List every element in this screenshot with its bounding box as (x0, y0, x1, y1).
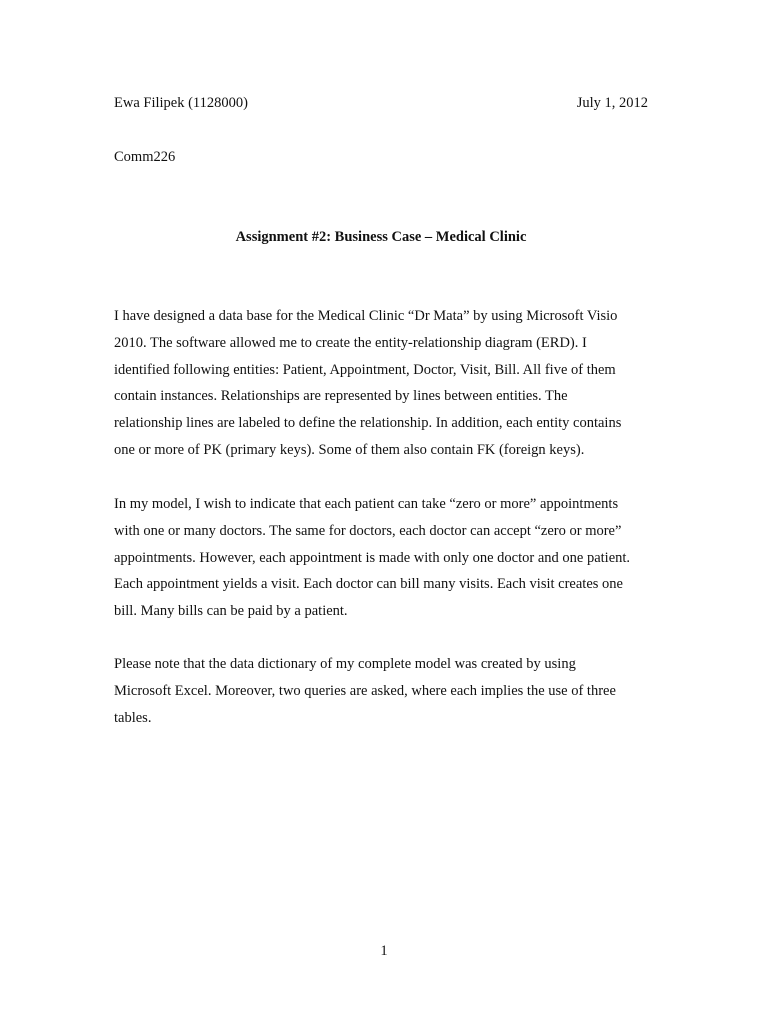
paragraph-note (114, 651, 654, 731)
document-date: July 1, 2012 (576, 95, 648, 111)
paragraph-line: relationship lines are labeled to define the relationship. In addition, each entity contains (114, 415, 622, 432)
paragraph-line: identified following entities: Patient, Appointment, Doctor, Visit, Bill. All five of them (114, 361, 616, 378)
paragraph-intro (114, 303, 654, 464)
paragraph-line: with one or many doctors. The same for doctors, each doctor can accept “zero or more” (114, 522, 622, 539)
paragraph-line: Please note that the data dictionary of my complete model was created by using (114, 656, 576, 672)
assignment-title: Assignment #2: Business Case – Medical Clinic (235, 229, 527, 245)
paragraph-line: Each appointment yields a visit. Each doctor can bill many visits. Each visit creates one (114, 576, 623, 593)
paragraph-line: appointments. However, each appointment is made with only one doctor and one patient. (114, 549, 631, 566)
paragraph-model (114, 491, 654, 625)
course-code: Comm226 (114, 149, 176, 165)
paragraph-line: 2010. The software allowed me to create the entity-relationship diagram (ERD). I (114, 334, 587, 351)
paragraph-line: one or more of PK (primary keys). Some of them also contain FK (foreign keys). (114, 441, 585, 458)
paragraph-line: bill. Many bills can be paid by a patient. (114, 603, 348, 620)
paragraph-line: tables. (114, 709, 152, 726)
paragraph-line: I have designed a data base for the Medical Clinic “Dr Mata” by using Microsoft Visio (114, 308, 618, 324)
document-header (114, 93, 648, 113)
paragraph-line: Microsoft Excel. Moreover, two queries are asked, where each implies the use of three (114, 682, 616, 699)
paragraph-line: In my model, I wish to indicate that each patient can take “zero or more” appointments (114, 496, 619, 512)
author-name: Ewa Filipek (1128000) (114, 95, 248, 111)
paragraph-line: contain instances. Relationships are represented by lines between entities. The (114, 388, 568, 405)
page-number: 1 (380, 943, 388, 959)
